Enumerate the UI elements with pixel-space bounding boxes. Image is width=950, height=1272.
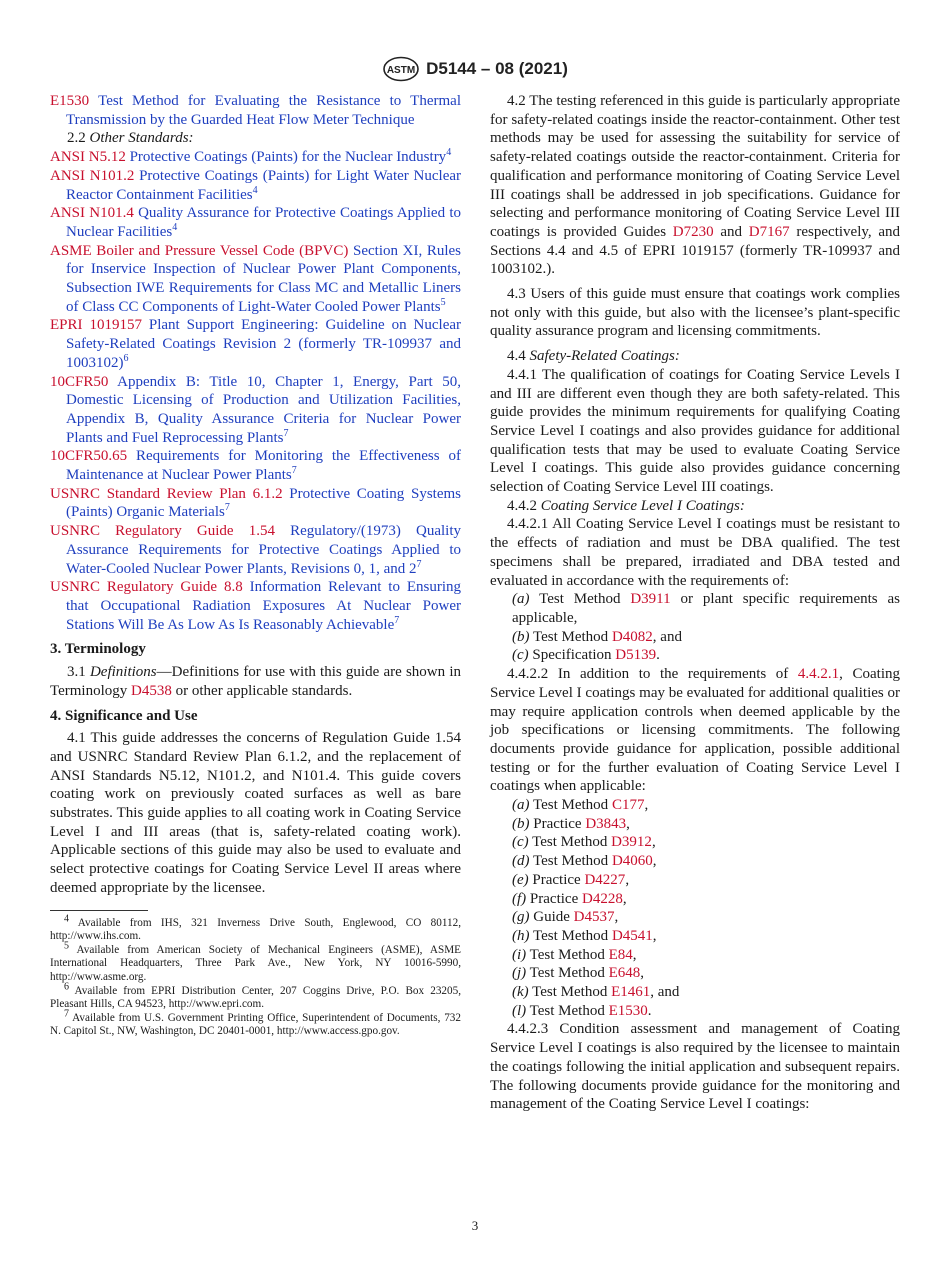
doc-number: D5144 – 08 (2021) bbox=[426, 59, 568, 78]
standard-link[interactable]: E648 bbox=[608, 965, 641, 982]
standard-link[interactable]: D3912 bbox=[611, 834, 652, 851]
list-text: Test Method bbox=[532, 797, 609, 814]
list-item bbox=[490, 833, 900, 852]
list-item bbox=[490, 590, 900, 627]
paragraph-3-1: 3.1 Definitions—Definitions for use with this guide are shown in Terminology D4538 or other applicable standards. bbox=[50, 664, 461, 699]
footnote bbox=[50, 912, 462, 944]
reference-e1530 bbox=[50, 92, 461, 129]
standard-link[interactable]: D4228 bbox=[581, 890, 623, 907]
list-item bbox=[490, 908, 900, 927]
list-text: Test Method bbox=[529, 946, 605, 963]
footnote-number: 5 bbox=[64, 939, 69, 951]
list-suffix: or plant specific requirements as applicable, bbox=[512, 591, 900, 626]
footnotes bbox=[50, 912, 462, 1039]
standard-link[interactable]: D4082 bbox=[611, 628, 653, 645]
standard-link[interactable]: D5139 bbox=[615, 647, 657, 664]
reference-item bbox=[50, 167, 461, 204]
list-text: Test Method bbox=[532, 927, 609, 944]
other-standards-heading: 2.2 Other Standards: bbox=[67, 130, 194, 147]
reference-item bbox=[50, 522, 461, 578]
standard-link[interactable]: D3843 bbox=[585, 815, 627, 832]
list-item bbox=[490, 852, 900, 871]
list-suffix: . bbox=[647, 1002, 652, 1019]
footnote-text: Available from EPRI Distribution Center, 207 Coggins Drive, P.O. Box 23205, Pleasant Hills, CA 94523, http://www.epri.com. bbox=[50, 984, 461, 1011]
reference-item bbox=[50, 316, 461, 372]
ref-code-link[interactable]: 10CFR50 bbox=[50, 373, 109, 390]
ref-code-link[interactable]: ANSI N101.4 bbox=[50, 205, 134, 222]
footnote-marker[interactable]: 4 bbox=[172, 221, 178, 233]
ref-title-link[interactable]: Protective Coating Systems (Paints) Organic Materials bbox=[66, 485, 462, 521]
paragraph-4-1: 4.1 This guide addresses the concerns of Regulation Guide 1.54 and USNRC Standard Review Plan 6.1.2, and the replacement of ANSI Standards N5.12, N101.2, and N101.4. This guide covers coating work on previously coated surfaces as well as bare substrates. This guide applies to all coating work in Coating Service Level I and III areas (that is, safety-related coating work). Applicable sections of this guide may also be used to evaluate and select protective coatings for Coating Service Level II areas where deemed appropriate by the licensee. bbox=[50, 730, 461, 896]
list-text: Test Method bbox=[529, 965, 605, 982]
reference-item bbox=[50, 373, 461, 448]
list-suffix: , bbox=[614, 909, 619, 926]
list-label: (c) bbox=[512, 647, 529, 664]
list-suffix: , bbox=[652, 853, 657, 870]
ref-title-link[interactable]: Regulatory/(1973) Quality Assurance Requirements for Protective Coatings Applied to Water-Cooled Nuclear Power Plants, Revisions 0, 1, and 2 bbox=[66, 523, 462, 577]
footnote-text: Available from U.S. Government Printing Office, Superintendent of Documents, 732 N. Capitol St., NW, Washington, DC 20401-0001, http://www.access.gpo.gov. bbox=[50, 1011, 461, 1038]
standard-link[interactable]: D4541 bbox=[611, 927, 653, 944]
footnote-marker[interactable]: 7 bbox=[224, 502, 230, 514]
list-item bbox=[490, 871, 900, 890]
ref-title-link[interactable]: Requirements for Monitoring the Effectiveness of Maintenance at Nuclear Power Plants bbox=[66, 448, 462, 484]
link-d7230[interactable]: D7230 bbox=[672, 223, 714, 240]
section-3-heading: 3. Terminology bbox=[50, 641, 146, 658]
list-label: (j) bbox=[512, 965, 527, 982]
list-suffix: , and bbox=[650, 984, 680, 1001]
footnote-text: Available from American Society of Mechanical Engineers (ASME), ASME International Headquarters, Three Park Ave., New York, NY 10016-5990, http://www.asme.org. bbox=[50, 943, 461, 983]
list-suffix: , bbox=[632, 946, 637, 963]
list-label: (d) bbox=[512, 853, 530, 870]
page-header bbox=[0, 56, 950, 87]
page-number: 3 bbox=[471, 1218, 479, 1233]
list-item bbox=[490, 646, 900, 665]
list-text: Practice bbox=[532, 871, 581, 888]
astm-logo-text: ASTM bbox=[386, 65, 416, 76]
ref-code-link[interactable]: 10CFR50.65 bbox=[50, 448, 128, 465]
link-d4538[interactable]: D4538 bbox=[131, 682, 172, 699]
astm-logo-icon bbox=[382, 56, 420, 82]
footnote bbox=[50, 939, 461, 985]
link-d7167[interactable]: D7167 bbox=[748, 223, 790, 240]
list-suffix: . bbox=[656, 647, 660, 664]
list-item bbox=[490, 796, 900, 815]
list-label: (i) bbox=[512, 946, 527, 963]
list-text: Specification bbox=[532, 647, 612, 664]
footnote-marker[interactable]: 6 bbox=[123, 352, 129, 364]
footnote-text: Available from IHS, 321 Inverness Drive South, Englewood, CO 80112, http://www.ihs.com. bbox=[50, 916, 462, 943]
list-item bbox=[490, 927, 900, 946]
standard-link[interactable]: E1461 bbox=[611, 984, 651, 1001]
paragraph-4-4-1: 4.4.1 The qualification of coatings for Coating Service Levels I and III are different even though they are both safety-related. This guide provides the minimum requirements for qualifying Coating Service Level I coatings and also provides guidance for additional qualification tests that may be used to evaluate Coating Service Level I coatings. This guide also provides guidance concerning selection of Coating Service Level III coatings. bbox=[490, 366, 900, 496]
ref-code-link[interactable]: USNRC Standard Review Plan 6.1.2 bbox=[50, 485, 283, 502]
reference-list bbox=[50, 148, 461, 634]
list-label: (b) bbox=[512, 815, 530, 832]
list-text: Test Method bbox=[532, 834, 608, 851]
ref-title-link[interactable]: Protective Coatings (Paints) for the Nuclear Industry bbox=[129, 149, 447, 166]
list-item bbox=[490, 1002, 900, 1021]
list-text: Test Method bbox=[532, 628, 609, 645]
ref-code-link[interactable]: ANSI N101.2 bbox=[50, 167, 135, 184]
reference-item bbox=[50, 447, 461, 484]
list-text: Practice bbox=[533, 815, 582, 832]
guidance-list bbox=[490, 796, 900, 1020]
requirements-list bbox=[490, 590, 900, 665]
paragraph-4-4-2-1: 4.4.2.1 All Coating Service Level I coatings must be resistant to the effects of radiation and must be DBA qualified. The test specimens shall be prepared, irradiated and DBA tested and evaluated in accordance with the requirements of: bbox=[490, 516, 900, 589]
reference-item bbox=[50, 242, 461, 317]
footnote-marker[interactable]: 7 bbox=[291, 465, 297, 477]
list-text: Test Method bbox=[532, 984, 608, 1001]
list-suffix: , bbox=[625, 871, 630, 888]
list-label: (g) bbox=[512, 909, 530, 926]
list-label: (l) bbox=[512, 1002, 527, 1019]
ref-code-link[interactable]: EPRI 1019157 bbox=[50, 317, 142, 334]
standard-link[interactable]: E84 bbox=[608, 946, 633, 963]
reference-item bbox=[50, 148, 461, 167]
list-label: (c) bbox=[512, 834, 529, 851]
standard-link[interactable]: D4060 bbox=[611, 853, 653, 870]
list-text: Test Method bbox=[539, 591, 621, 608]
ref-code-link[interactable]: E1530 bbox=[50, 93, 90, 109]
ref-title-link[interactable]: Appendix B: Title 10, Chapter 1, Energy, Part 50, Domestic Licensing of Production and Utilization Facilities, Appendix B, Quality Assurance Criteria for Nuclear Power Plants and Fuel Reprocessing Plants bbox=[66, 373, 461, 446]
ref-title-link[interactable]: Section XI, Rules for Inservice Inspection of Nuclear Power Plant Components, Subsection IWE Requirements for Class MC and Metallic Liners of Class CC Components of Light-Water Cooled Power Plants bbox=[66, 242, 462, 315]
paragraph-4-4: 4.4 Safety-Related Coatings: bbox=[507, 348, 680, 365]
list-label: (b) bbox=[512, 628, 530, 645]
ref-code-link[interactable]: USNRC Regulatory Guide 8.8 bbox=[50, 579, 243, 596]
list-label: (e) bbox=[512, 871, 529, 888]
ref-code-link[interactable]: ANSI N5.12 bbox=[50, 149, 126, 166]
list-item bbox=[490, 628, 900, 647]
list-suffix: , bbox=[652, 927, 657, 944]
list-label: (a) bbox=[512, 591, 530, 608]
reference-item bbox=[50, 485, 461, 522]
list-label: (a) bbox=[512, 797, 530, 814]
ref-title-link[interactable]: Test Method for Evaluating the Resistance to Thermal Transmission by the Guarded Heat Flow Meter Technique bbox=[66, 93, 461, 128]
footnote-marker[interactable]: 4 bbox=[446, 147, 452, 159]
section-4-heading: 4. Significance and Use bbox=[50, 707, 198, 724]
list-text: Test Method bbox=[529, 1002, 605, 1019]
footnote-marker[interactable]: 7 bbox=[416, 558, 422, 570]
list-label: (k) bbox=[512, 984, 529, 1001]
paragraph-4-4-2-2: 4.4.2.2 In addition to the requirements of 4.4.2.1, Coating Service Level I coatings may be evaluated for additional qualities or may require application controls when deemed applicable by the job specifications or licensing commitments. The following documents provide guidance for application, possible additional testing or for the further evaluation of Coating Service Level I coatings when applicable: bbox=[490, 666, 901, 795]
list-suffix: , bbox=[651, 834, 656, 851]
ref-title-link[interactable]: Quality Assurance for Protective Coatings Applied to Nuclear Facilities bbox=[66, 205, 462, 240]
paragraph-4-4-2: 4.4.2 Coating Service Level I Coatings: bbox=[507, 497, 745, 514]
reference-item bbox=[50, 204, 461, 241]
reference-item bbox=[50, 578, 461, 634]
standard-link[interactable]: E1530 bbox=[608, 1002, 648, 1019]
ref-code-link[interactable]: ASME Boiler and Pressure Vessel Code (BPVC) bbox=[50, 242, 349, 259]
link-4-4-2-1[interactable]: 4.4.2.1 bbox=[797, 666, 840, 683]
ref-title-link[interactable]: Information Relevant to Ensuring that Occupational Radiation Exposures At Nuclear Power Stations Will Be As Low As Is Reasonably Achievable bbox=[66, 579, 461, 633]
footnote bbox=[50, 1007, 461, 1039]
standard-link[interactable]: D4227 bbox=[584, 871, 626, 888]
list-label: (f) bbox=[512, 890, 527, 907]
standard-link[interactable]: C177 bbox=[611, 797, 645, 814]
paragraph-4-4-2-3: 4.4.2.3 Condition assessment and management of Coating Service Level I coatings is also required by the licensee to maintain the coatings following the initial application and subsequent repairs. The following documents provide guidance for the monitoring and management of the Coating Service Level I coatings: bbox=[490, 1021, 900, 1113]
paragraph-4-2: 4.2 The testing referenced in this guide is particularly appropriate for safety-related coatings inside the reactor-containment. Other test methods may be used for assessing the suitability for service of safety-related coatings outside the reactor-containment. Criteria for qualification and performance monitoring of Coating Service Level III coatings shall be addressed in job specifications. Guidance for selecting and performance monitoring of Coating Service Level III coatings is provided Guides D7230 and D7167 respectively, and Sections 4.4 and 4.5 of EPRI 1019157 (formerly TR-109937 and 1003102.). bbox=[490, 93, 901, 278]
footnote-marker[interactable]: 7 bbox=[394, 614, 400, 626]
ref-title-link[interactable]: Plant Support Engineering: Guideline on Nuclear Safety-Related Coatings Revision 2 (formerly TR-109937 and 1003102) bbox=[66, 317, 462, 371]
list-suffix: , bbox=[644, 797, 649, 814]
paragraph-4-3: 4.3 Users of this guide must ensure that coatings work complies not only with this guide, but also with the licensee’s plant-specific quality assurance program and licensing commitments. bbox=[490, 286, 900, 340]
footnote-marker[interactable]: 7 bbox=[283, 427, 289, 439]
footnote-number: 6 bbox=[64, 980, 69, 992]
list-label: (h) bbox=[512, 927, 530, 944]
list-item bbox=[490, 890, 900, 909]
footnote-number: 4 bbox=[64, 912, 69, 924]
list-text: Test Method bbox=[532, 853, 609, 870]
standard-link[interactable]: D4537 bbox=[573, 909, 615, 926]
ref-code-link[interactable]: USNRC Regulatory Guide 1.54 bbox=[50, 523, 275, 540]
standard-link[interactable]: D3911 bbox=[630, 591, 671, 608]
list-item bbox=[490, 983, 900, 1002]
ref-title-link[interactable]: Protective Coatings (Paints) for Light Water Nuclear Reactor Containment Facilities bbox=[66, 167, 462, 203]
list-suffix: , and bbox=[652, 628, 682, 645]
list-suffix: , bbox=[640, 965, 645, 982]
footnote bbox=[50, 980, 461, 1012]
right-column bbox=[490, 92, 900, 1114]
footnote-marker[interactable]: 4 bbox=[252, 184, 258, 196]
list-item bbox=[490, 964, 900, 983]
list-item bbox=[490, 815, 900, 834]
list-text: Guide bbox=[533, 909, 570, 926]
footnote-number: 7 bbox=[64, 1007, 69, 1019]
list-suffix: , bbox=[622, 890, 627, 907]
left-column bbox=[50, 92, 461, 1039]
list-text: Practice bbox=[529, 890, 579, 907]
list-suffix: , bbox=[626, 815, 630, 832]
footnote-marker[interactable]: 5 bbox=[440, 296, 446, 308]
footnote-rule bbox=[50, 910, 148, 911]
list-item bbox=[490, 946, 900, 965]
